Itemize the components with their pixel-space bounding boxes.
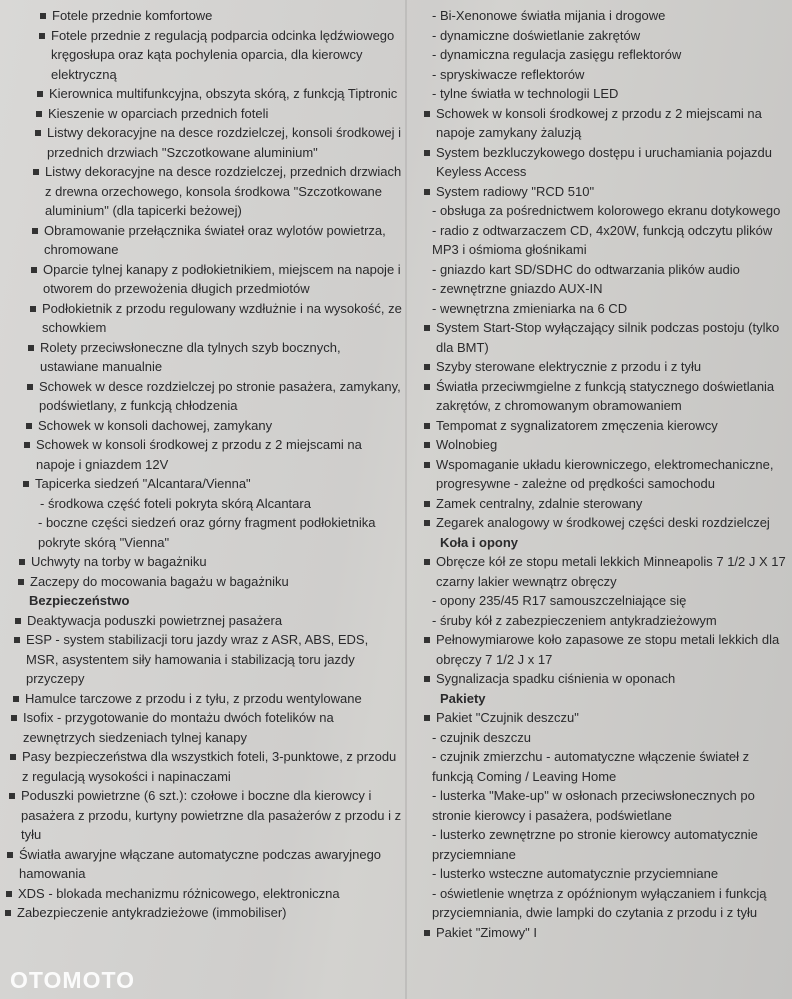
right-item-text: - czujnik zmierzchu - automatyczne włączenie świateł z funkcją Coming / Leaving Home (432, 749, 750, 784)
right-item-text: - wewnętrzna zmieniarka na 6 CD (432, 300, 628, 316)
right-sub-item (432, 884, 786, 923)
left-item-text: Poduszki powietrzne (6 szt.): czołowe i boczne dla kierowcy i pasażera z przodu, kurtyny powietrzne dla pasażerów z przodu i z tyłu (21, 788, 402, 842)
left-item-text: Schowek w konsoli środkowej z przodu z 2 miejscami na napoje i gniazdem 12V (36, 437, 362, 472)
right-list-item (436, 513, 790, 533)
right-item-text: Pełnowymiarowe koło zapasowe ze stopu metali lekkich dla obręczy 7 1/2 J x 17 (436, 632, 780, 667)
left-list-item (38, 416, 402, 436)
right-sub-item (432, 201, 786, 221)
right-sub-item (432, 728, 786, 748)
right-column (420, 6, 792, 942)
right-sub-item (432, 864, 786, 884)
right-list-item (436, 708, 790, 728)
right-item-text: - czujnik deszczu (432, 729, 531, 745)
left-list-item (23, 708, 402, 747)
right-list-item (436, 416, 790, 436)
right-item-text: Sygnalizacja spadku ciśnienia w oponach (436, 671, 676, 686)
left-list-item (43, 260, 402, 299)
left-item-text: ESP - system stabilizacji toru jazdy wraz z ASR, ABS, EDS, MSR, asystentem siły hamowania i stabilizacją toru jazdy przyczepy (26, 632, 369, 686)
left-item-text: Kieszenie w oparciach przednich foteli (48, 105, 269, 121)
right-item-text: - oświetlenie wnętrza z opóźnionym wyłączaniem i funkcją przyciemniania, dwie lampki do czytania z przodu i z tyłu (432, 885, 767, 920)
right-list-item (436, 104, 790, 143)
right-sub-item (432, 6, 786, 26)
left-list-item (22, 747, 402, 786)
right-list-item (436, 455, 790, 494)
left-item-text: Listwy dekoracyjne na desce rozdzielczej, konsoli środkowej i przednich drzwiach "Szczotkowane aluminium" (47, 125, 402, 160)
right-item-text: - tylne światła w technologii LED (432, 86, 619, 101)
right-item-text: - obsługa za pośrednictwem kolorowego ekranu dotykowego (432, 203, 781, 218)
right-item-text: Światła przeciwmgielne z funkcją statycznego doświetlania zakrętów, z chromowanym obramowaniem (436, 378, 775, 413)
left-list-item (25, 689, 402, 709)
right-list-item (436, 435, 790, 455)
left-item-text: Deaktywacja poduszki powietrznej pasażera (27, 612, 283, 628)
left-item-text: Światła awaryjne włączane automatyczne podczas awaryjnego hamowania (19, 846, 382, 881)
left-list-item (19, 845, 402, 884)
otomoto-watermark: OTOMOTO (10, 967, 135, 993)
left-item-text: Schowek w konsoli dachowej, zamykany (38, 417, 273, 433)
right-list-item (436, 182, 790, 202)
left-item-text: Kierownica multifunkcyjna, obszyta skórą, z funkcją Tiptronic (49, 86, 398, 101)
right-sub-item (432, 786, 786, 825)
left-list-item (36, 435, 402, 474)
left-list-item (49, 84, 402, 104)
left-sub-item (40, 494, 408, 514)
right-sub-item (432, 84, 786, 104)
right-item-text: Pakiet "Zimowy" I (436, 924, 537, 940)
left-item-text: Bezpieczeństwo (29, 593, 130, 608)
right-item-text: Tempomat z sygnalizatorem zmęczenia kierowcy (436, 417, 718, 433)
left-item-text: Rolety przeciwsłoneczne dla tylnych szyb bocznych, ustawiane manualnie (40, 339, 341, 374)
right-item-text: System bezkluczykowego dostępu i uruchamiania pojazdu Keyless Access (436, 144, 773, 179)
left-list-item (31, 552, 402, 572)
left-item-text: Zaczepy do mocowania bagażu w bagażniku (30, 573, 289, 589)
left-item-text: - boczne części siedzeń oraz górny fragment podłokietnika pokryte skórą "Vienna" (38, 515, 376, 550)
right-item-text: Wolnobieg (436, 437, 498, 452)
right-sub-item (432, 747, 786, 786)
right-item-text: - dynamiczna regulacja zasięgu reflektorów (432, 47, 682, 62)
right-item-text: - opony 235/45 R17 samouszczelniające się (432, 593, 687, 608)
left-list-item (51, 26, 402, 85)
right-item-text: - spryskiwacze reflektorów (432, 66, 585, 82)
right-item-text: Zamek centralny, zdalnie sterowany (436, 495, 643, 511)
right-sub-item (432, 65, 786, 85)
right-list-item (436, 923, 790, 943)
left-item-text: XDS - blokada mechanizmu różnicowego, elektroniczna (18, 885, 340, 901)
right-item-text: - gniazdo kart SD/SDHC do odtwarzania plików audio (432, 261, 740, 277)
left-item-text: Hamulce tarczowe z przodu i z tyłu, z przodu wentylowane (25, 690, 362, 706)
left-item-text: Zabezpieczenie antykradzieżowe (immobiliser) (17, 905, 287, 920)
right-item-text: - dynamiczne doświetlanie zakrętów (432, 27, 641, 43)
right-list-item (436, 552, 790, 591)
left-sub-item (38, 513, 408, 552)
left-list-item (48, 104, 402, 124)
right-item-text: Szyby sterowane elektrycznie z przodu i z tyłu (436, 359, 702, 374)
right-sub-item (432, 279, 786, 299)
left-item-text: Schowek w desce rozdzielczej po stronie pasażera, zamykany, podświetlany, z funkcją chłodzenia (39, 378, 401, 413)
right-item-text: Zegarek analogowy w środkowej części deski rozdzielczej (436, 515, 770, 530)
left-list-item (47, 123, 402, 162)
left-item-text: Listwy dekoracyjne na desce rozdzielczej, przednich drzwiach z drewna orzechowego, konsola środkowa "Szczotkowane aluminium" (dla tapicerki beżowej) (45, 164, 402, 218)
right-list-item (436, 669, 790, 689)
left-list-item (39, 377, 402, 416)
left-list-item (44, 221, 402, 260)
left-list-item (42, 299, 402, 338)
left-item-text: Obramowanie przełącznika świateł oraz wylotów powietrza, chromowane (44, 222, 386, 257)
right-item-text: - śruby kół z zabezpieczeniem antykradzieżowym (432, 612, 717, 628)
right-item-text: - radio z odtwarzaczem CD, 4x20W, funkcją odczytu plików MP3 i ośmioma głośnikami (432, 222, 773, 257)
right-item-text: - lusterko wsteczne automatycznie przyciemniane (432, 866, 719, 881)
right-item-text: Pakiet "Czujnik deszczu" (436, 710, 579, 725)
right-item-text: - zewnętrzne gniazdo AUX-IN (432, 281, 603, 296)
right-item-text: Schowek w konsoli środkowej z przodu z 2 miejscami na napoje zamykany żaluzją (436, 105, 762, 140)
left-list-item (52, 6, 402, 26)
right-list-item (436, 318, 790, 357)
right-item-text: Pakiety (440, 690, 486, 706)
left-list-item (35, 474, 402, 494)
right-list-item (436, 357, 790, 377)
left-item-text: Podłokietnik z przodu regulowany wzdłużnie i na wysokość, ze schowkiem (42, 300, 402, 335)
right-list-item (436, 494, 790, 514)
right-item-text: Obręcze kół ze stopu metali lekkich Minneapolis 7 1/2 J X 17 czarny lakier wewnątrz obręczy (436, 554, 786, 589)
right-item-text: - lusterka "Make-up" w osłonach przeciwsłonecznych po stronie kierowcy i pasażera, podświetlane (432, 788, 755, 823)
right-item-text: - Bi-Xenonowe światła mijania i drogowe (432, 8, 666, 23)
right-list-item (436, 143, 790, 182)
left-list-item (40, 338, 402, 377)
right-sub-item (432, 825, 786, 864)
right-sub-item (432, 591, 786, 611)
right-sub-item (432, 45, 786, 65)
right-sub-item (432, 299, 786, 319)
right-section-heading (440, 689, 792, 709)
right-sub-item (432, 611, 786, 631)
left-item-text: Fotele przednie z regulacją podparcia odcinka lędźwiowego kręgosłupa oraz kąta pochylenia oparcia, dla kierowcy elektryczną (51, 27, 395, 82)
left-section-heading (29, 591, 402, 611)
right-sub-item (432, 26, 786, 46)
left-list-item (21, 786, 402, 845)
left-item-text: Pasy bezpieczeństwa dla wszystkich foteli, 3-punktowe, z przodu z regulacją wysokości i napinaczami (22, 749, 397, 784)
left-item-text: Uchwyty na torby w bagażniku (31, 554, 207, 569)
left-list-item (30, 572, 402, 592)
left-item-text: - środkowa część foteli pokryta skórą Alcantara (40, 495, 311, 511)
right-list-item (436, 630, 790, 669)
left-list-item (18, 884, 402, 904)
left-item-text: Fotele przednie komfortowe (52, 8, 213, 23)
left-list-item (26, 630, 402, 689)
right-item-text: - lusterko zewnętrzne po stronie kierowcy automatycznie przyciemniane (432, 827, 758, 862)
left-list-item (45, 162, 402, 221)
left-item-text: Tapicerka siedzeń "Alcantara/Vienna" (35, 476, 251, 491)
left-column (16, 6, 404, 923)
left-list-item (27, 611, 402, 631)
right-item-text: System Start-Stop wyłączający silnik podczas postoju (tylko dla BMT) (436, 320, 780, 355)
right-list-item (436, 377, 790, 416)
left-item-text: Isofix - przygotowanie do montażu dwóch fotelików na zewnętrzych siedzeniach tylnej kanapy (23, 710, 334, 745)
left-item-text: Oparcie tylnej kanapy z podłokietnikiem, miejscem na napoje i otworem do przewożenia długich przedmiotów (43, 261, 401, 296)
right-sub-item (432, 221, 786, 260)
right-item-text: Koła i opony (440, 534, 518, 550)
right-item-text: Wspomaganie układu kierowniczego, elektromechaniczne, progresywne - zależne od prędkości samochodu (436, 456, 774, 491)
left-list-item (17, 903, 402, 923)
right-sub-item (432, 260, 786, 280)
right-item-text: System radiowy "RCD 510" (436, 183, 595, 199)
right-section-heading (440, 533, 792, 553)
